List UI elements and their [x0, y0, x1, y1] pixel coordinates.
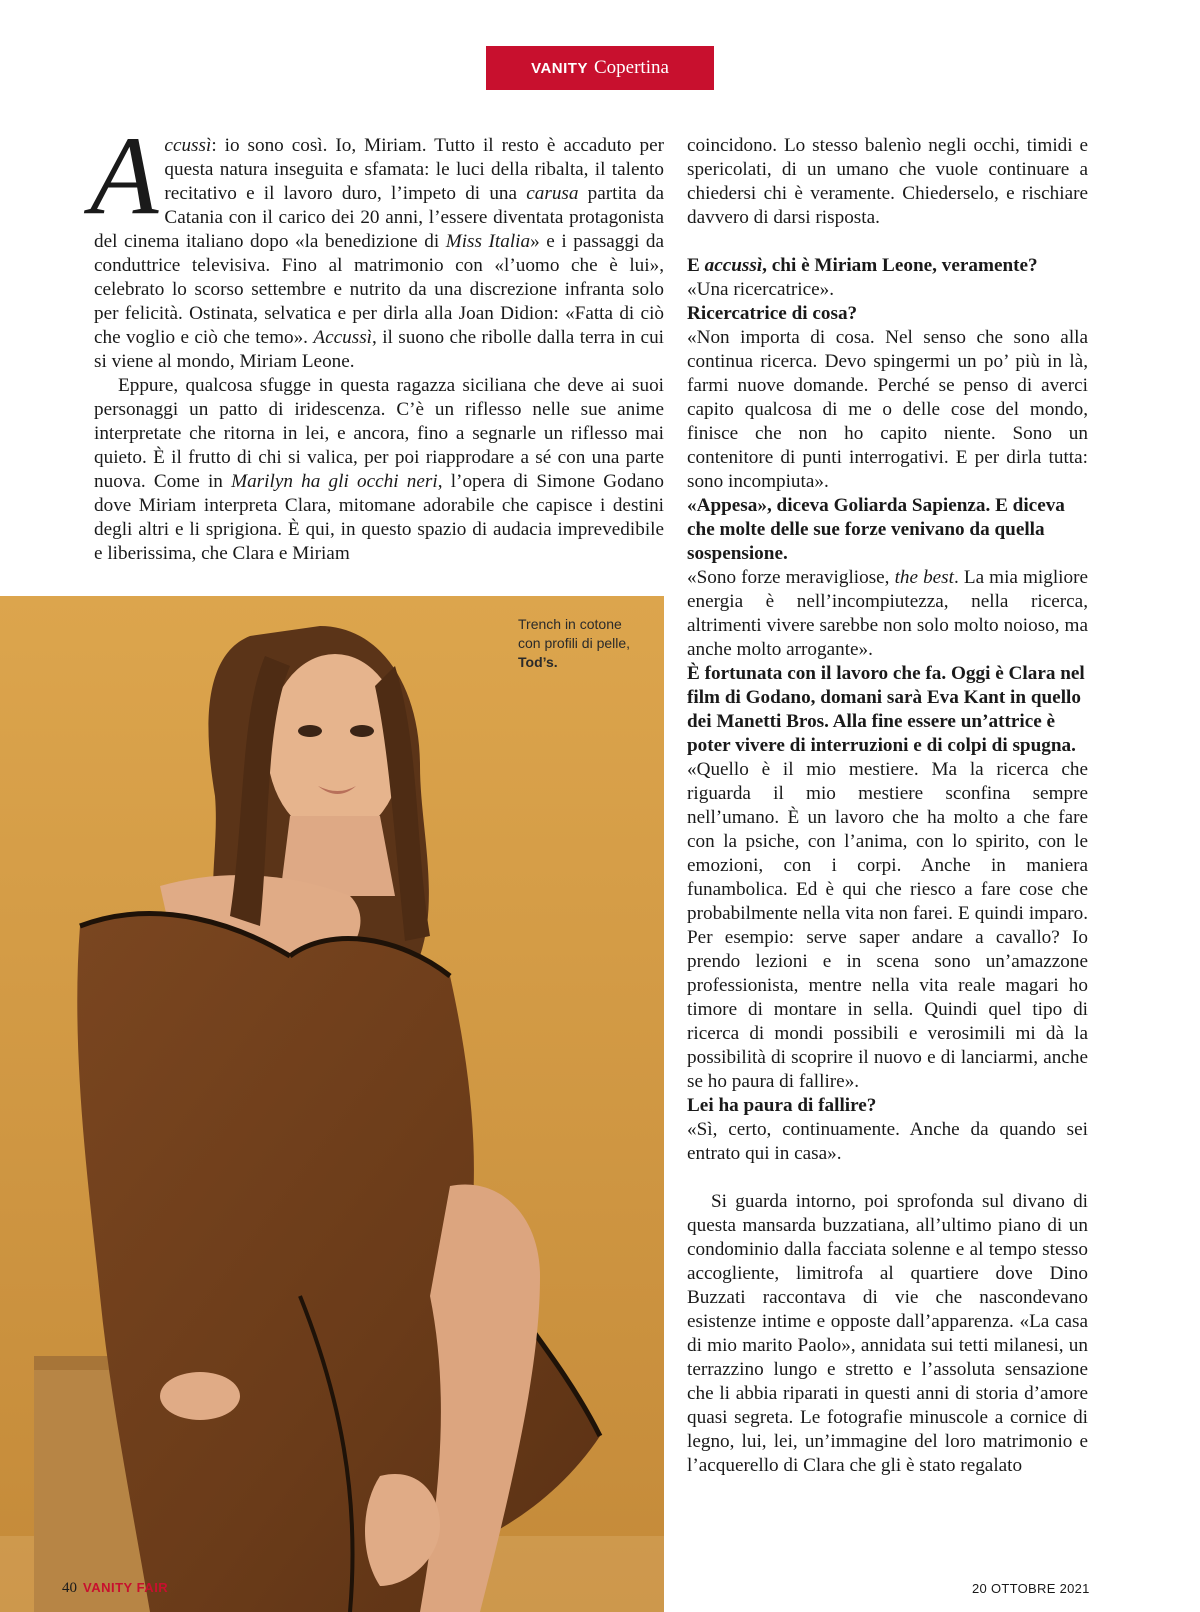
- section-brand: VANITY: [531, 59, 588, 77]
- answer: «Una ricercatrice».: [687, 279, 835, 300]
- italic-word: ccussì: [164, 135, 212, 156]
- paragraph-intro: [90, 114, 664, 374]
- caption-brand: Tod’s.: [518, 654, 558, 670]
- caption-line: con profili di pelle,: [518, 635, 631, 651]
- caption-line: Trench in cotone: [518, 616, 622, 632]
- paragraph-continuation: coincidono. Lo stesso balenìo negli occhi, timidi e spericolati, di un umano che vuole continuare a chiedersi chi è veramente. Chiederselo, e rischiare davvero di darsi risposta.: [687, 135, 1088, 228]
- text-run: . La mia migliore energia è nell’incompiutezza, nella ricerca, altrimenti vivere sarebbe non solo molto noioso, ma anche molto arrogante».: [687, 567, 1088, 660]
- question: È fortunata con il lavoro che fa. Oggi è Clara nel film di Godano, domani sarà Eva Kant in quello dei Manetti Bros. Alla fine essere un’attrice è poter vivere di interruzioni e di colpi di spugna.: [687, 663, 1085, 756]
- italic-word: the best: [894, 567, 954, 588]
- magazine-name: VANITY FAIR: [83, 1580, 169, 1595]
- italic-word: carusa: [526, 183, 579, 204]
- section-tag: [486, 46, 714, 90]
- article-column-left: [90, 114, 665, 566]
- answer: «Non importa di cosa. Nel senso che sono alla continua ricerca. Devo spingermi un po’ più in là, farmi nuove domande. Perché se penso di averci capito qualcosa di me o delle cose del mondo, finisce che non ho capito niente. Sono un contenitore di punti interrogativi. E per dirla tutta: sono incompiuta».: [687, 327, 1088, 492]
- text-run: » e i passaggi da conduttrice televisiva. Fino al matrimonio con «l’uomo che è lui», celebrato lo scorso settembre e nutrito da una discrezione infranta solo per felicità. Ostinata, selvatica e per dirla alla Joan Didion: «Fatta di ciò che voglio e ciò che temo».: [94, 231, 664, 348]
- article-column-right: [687, 134, 1088, 1478]
- film-title: Marilyn ha gli occhi neri: [231, 471, 438, 492]
- paragraph-two: [94, 374, 664, 566]
- paragraph-closing: Si guarda intorno, poi sprofonda sul divano di questa mansarda buzzatiana, all’ultimo piano di un condominio dalla facciata solenne e al tempo stesso accogliente, limitrofa al quartiere dove Dino Buzzati raccontava di vie che nascondevano esistenze intime e opposte dall’apparenza. «La casa di mio marito Paolo», annidata sui tetti milanesi, un terrazzino lungo e stretto e l’assoluta sensazione che li abbia riparati in questi anni di storia d’amore quasi segreta. Le fotografie minuscole a cornice di legno, lui, lei, un’immagine del loro matrimonio e l’acquerello di Clara che gli è stato regalato: [687, 1191, 1088, 1476]
- page-number: 40: [62, 1580, 77, 1596]
- italic-word: accussì: [704, 255, 763, 276]
- italic-word: Miss Italia: [445, 231, 531, 252]
- question: [687, 254, 1088, 278]
- italic-word: Accussì: [313, 327, 373, 348]
- drop-cap: A: [90, 114, 159, 238]
- portrait-illustration: [0, 596, 664, 1612]
- text-run: : io sono così. Io, Miriam. Tutto il resto è accaduto per questa natura inseguita e sfamata: le luci della ribalta, il talento recitativo e il lavoro duro, l’impeto di una: [164, 135, 664, 204]
- question: Ricercatrice di cosa?: [687, 303, 858, 324]
- text-run: Eppure, qualcosa sfugge in questa ragazza siciliana che deve ai suoi personaggi un patto di iridescenza. C’è un riflesso nelle sue anime interpretate che ritorna in lei, e ancora, fino a segnarle un riflesso mai quieto. È il frutto di chi si valica, per poi riapprodare a sé con una parte nuova. Come in: [94, 375, 664, 492]
- text-run: , l’opera di Simone Godano dove Miriam interpreta Clara, mitomane adorabile che capisce i destini degli altri e li sprigiona. È qui, in questo spazio di audacia imprevedibile e liberissima, che Clara e Miriam: [94, 471, 665, 564]
- question: «Appesa», diceva Goliarda Sapienza. E diceva che molte delle sue forze venivano da quella sospensione.: [687, 495, 1065, 564]
- text-run: , chi è Miriam Leone, veramente?: [762, 255, 1038, 276]
- question: Lei ha paura di fallire?: [687, 1095, 877, 1116]
- folio-left: [62, 1580, 168, 1597]
- answer: «Sì, certo, continuamente. Anche da quando sei entrato qui in casa».: [687, 1119, 1088, 1164]
- cover-photo: [0, 596, 664, 1612]
- text-run: E: [687, 255, 705, 276]
- section-name: Copertina: [593, 57, 669, 78]
- answer: «Quello è il mio mestiere. Ma la ricerca che riguarda il mio mestiere sconfina sempre nell’umano. È un lavoro che ha molto a che fare con la psiche, con l’anima, con lo spirito, con le emozioni, con i corpi. Anche in maniera funambolica. Ed è qui che riesco a fare cose che probabilmente nella vita non farei. E quindi imparo. Per esempio: serve saper andare a cavallo? Io prendo lezioni e in scena sono un’amazzone professionista, mentre nella vita reale magari ho timore di montare in sella. Quindi quel tipo di ricerca di mondi possibili e verosimili mi dà la possibilità di scoprire il nuovo e di lanciarmi, anche se ho paura di fallire».: [687, 759, 1088, 1092]
- text-run: , il suono che ribolle dalla terra in cui si viene al mondo, Miriam Leone.: [94, 327, 664, 372]
- text-run: «Sono forze meravigliose,: [687, 567, 895, 588]
- spacer: [687, 230, 1088, 254]
- photo-caption: [518, 615, 668, 672]
- spacer: [687, 1166, 1088, 1190]
- issue-date: 20 OTTOBRE 2021: [972, 1581, 1090, 1596]
- answer: [687, 566, 1088, 662]
- text-run: partita da Catania con il carico dei 20 anni, l’essere diventata protagonista del cinema italiano dopo «la benedizione di: [94, 183, 664, 252]
